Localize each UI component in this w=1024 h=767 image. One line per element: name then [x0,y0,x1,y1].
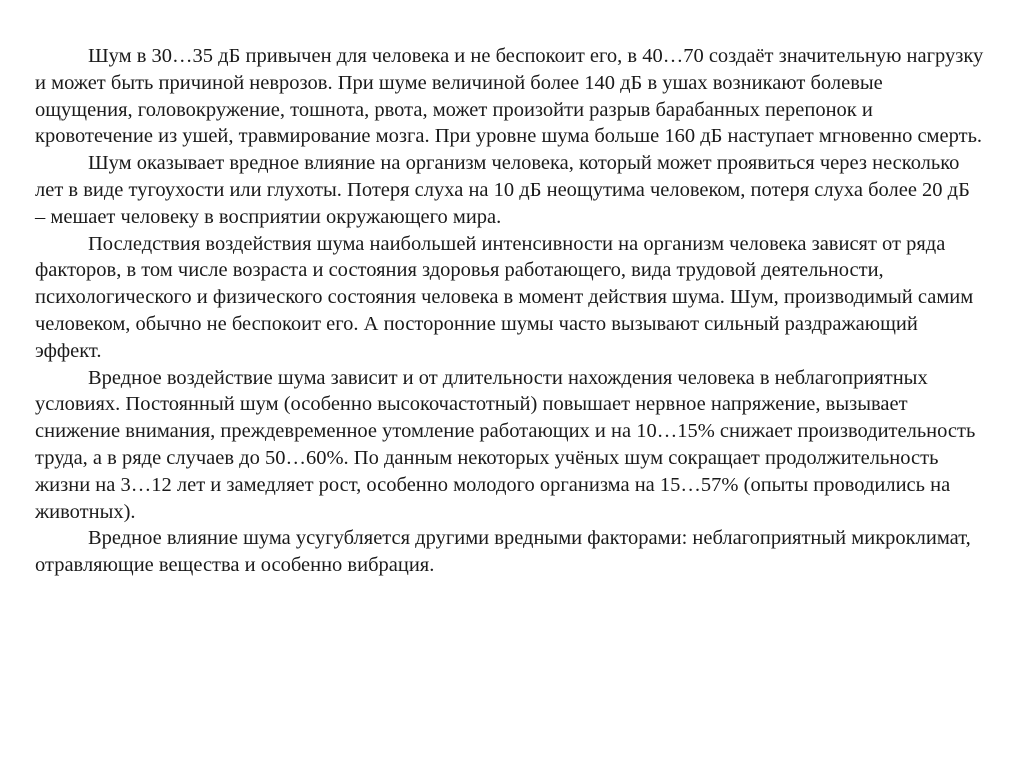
paragraph-4: Вредное воздействие шума зависит и от длительности нахождения человека в неблагоприятных условиях. Постоянный шум (особенно высокочастотный) повышает нервное напряжение, вызывает снижение внимания, преждевременное утомление работающих и на 10…15% снижает производительность труда, а в ряде случаев до 50…60%. По данным некоторых учёных шум сокращает продолжительность жизни на 3…12 лет и замедляет рост, особенно молодого организма на 15…57% (опыты проводились на животных). [35,366,976,523]
document-page [35,43,985,579]
paragraph-5: Вредное влияние шума усугубляется другими вредными факторами: неблагоприятный микроклимат, отравляющие вещества и особенно вибрация. [35,527,971,577]
paragraph-2: Шум оказывает вредное влияние на организм человека, который может проявиться через несколько лет в виде тугоухости или глухоты. Потеря слуха на 10 дБ неощутима человеком, потеря слуха более 20 дБ – мешает человеку в восприятии окружающего мира. [35,152,970,228]
paragraph-1: Шум в 30…35 дБ привычен для человека и не беспокоит его, в 40…70 создаёт значительную нагрузку и может быть причиной неврозов. При шуме величиной более 140 дБ в ушах возникают болевые ощущения, головокружение, тошнота, рвота, может произойти разрыв барабанных перепонок и кровотечение из ушей, травмирование мозга. При уровне шума больше 160 дБ наступает мгновенно смерть. [35,45,984,148]
paragraph-3: Последствия воздействия шума наибольшей интенсивности на организм человека зависят от ряда факторов, в том числе возраста и состояния здоровья работающего, вида трудовой деятельности, психологического и физического состояния человека в момент действия шума. Шум, производимый самим человеком, обычно не беспокоит его. А посторонние шумы часто вызывают сильный раздражающий эффект. [35,232,974,362]
